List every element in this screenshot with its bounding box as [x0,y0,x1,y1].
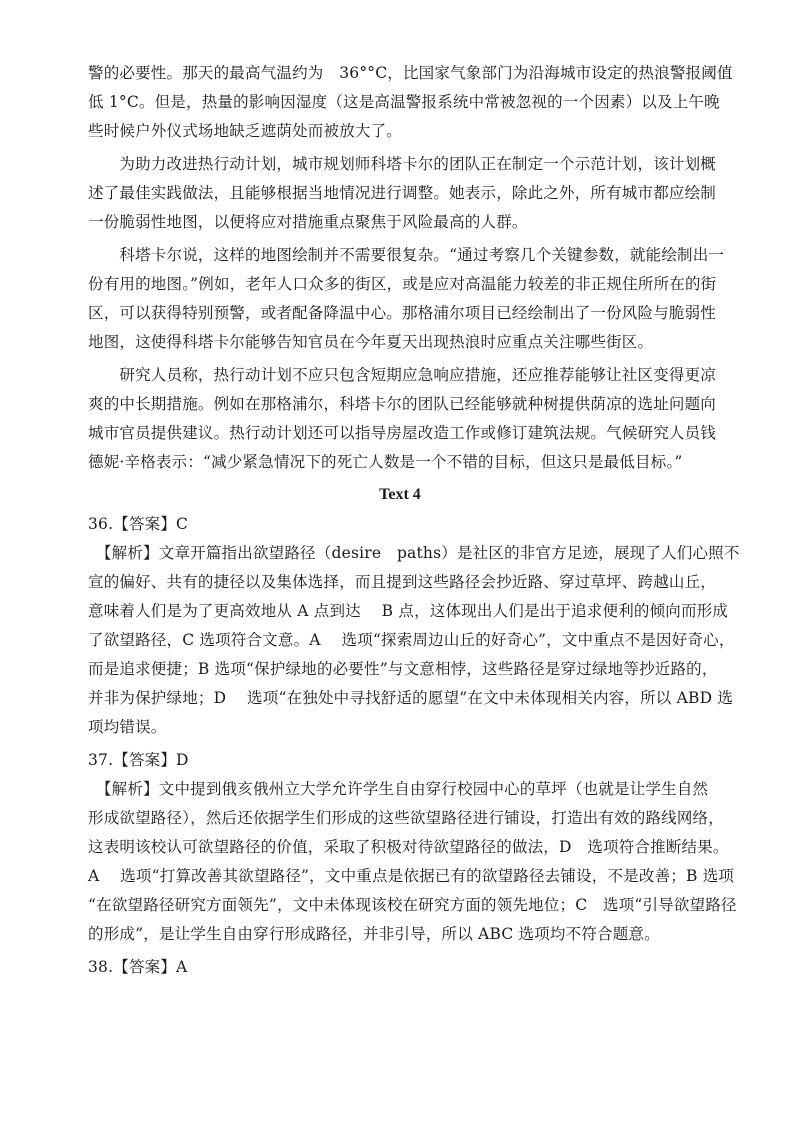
analysis-line: 项均错误。 [88,718,167,736]
text-line: 爽的中长期措施。例如在那格浦尔，科塔卡尔的团队已经能够就种树提供荫凉的选址问题向 [88,395,717,413]
text-line: 研究人员称，热行动计划不应只包含短期应急响应措施，还应推荐能够让社区变得更凉 [88,366,717,384]
text-line: 警的必要性。那天的最高气温约为 36°°C，比国家气象部门为沿海城市设定的热浪警报阈值 [88,64,733,82]
text-line: 科塔卡尔说，这样的地图绘制并不需要很复杂。“通过考察几个关键参数，就能绘制出一 [88,246,725,264]
text-line: 地图，这使得科塔卡尔能够告知官员在今年夏天出现热浪时应重点关注哪些街区。 [88,333,654,351]
text-line: 城市官员提供建议。热行动计划还可以指导房屋改造工作或修订建筑法规。气候研究人员钱 [88,424,717,442]
text-line: 低 1°C。但是，热量的影响因湿度（这是高温警报系统中常被忽视的一个因素）以及上午晚 [88,93,720,111]
analysis-line: 了欲望路径，C 选项符合文意。A 选项“探索周边山丘的好奇心”，文中重点不是因好奇心， [88,631,735,649]
answer-line: 37.【答案】D [88,751,189,769]
answer-line: 38.【答案】A [88,958,188,976]
analysis-line: “在欲望路径研究方面领先”，文中未体现该校在研究方面的领先地位；C 选项“引导欲望路径 [88,896,737,914]
analysis-line: 的形成”，是让学生自由穿行形成路径，并非引导，所以 ABC 选项均不符合题意。 [88,925,660,943]
analysis-line: 形成欲望路径），然后还依据学生们形成的这些欲望路径进行铺设，打造出有效的路线网络， [88,809,724,827]
analysis-line: 宣的偏好、共有的捷径以及集体选择，而且提到这些路径会抄近路、穿过草坪、跨越山丘， [88,573,717,591]
text-line: 为助力改进热行动计划，城市规划师科塔卡尔的团队正在制定一个示范计划，该计划概 [88,155,717,173]
analysis-line: 意味着人们是为了更高效地从 A 点到达 B 点，这体现出人们是出于追求便利的倾向而形成 [88,602,729,620]
analysis-line: 【解析】文中提到俄亥俄州立大学允许学生自由穿行校园中心的草坪（也就是让学生自然 [88,780,709,798]
text-line: 份有用的地图。”例如，老年人口众多的街区，或是应对高温能力较差的非正规住所所在的街 [88,275,717,293]
text-line: 一份脆弱性地图，以便将应对措施重点聚焦于风险最高的人群。 [88,213,528,231]
analysis-line: 【解析】文章开篇指出欲望路径（desire paths）是社区的非官方足迹，展现了人们心照不 [88,544,740,562]
section-heading: Text 4 [379,486,421,503]
text-line: 述了最佳实践做法，且能够根据当地情况进行调整。她表示，除此之外，所有城市都应绘制 [88,184,717,202]
analysis-line: 并非为保护绿地；D 选项“在独处中寻找舒适的愿望”在文中未体现相关内容，所以 ABD 选 [88,689,734,707]
text-line: 些时候户外仪式场地缺乏遮荫处而被放大了。 [88,122,403,140]
text-line: 德妮·辛格表示：“减少紧急情况下的死亡人数是一个不错的目标，但这只是最低目标。” [88,453,683,471]
answer-line: 36.【答案】C [88,515,189,533]
analysis-line: 这表明该校认可欲望路径的价值，采取了积极对待欲望路径的做法，D 选项符合推断结果。 [88,838,729,856]
text-line: 区，可以获得特别预警，或者配备降温中心。那格浦尔项目已经绘制出了一份风险与脆弱性 [88,304,717,322]
analysis-line: 而是追求便捷；B 选项“保护绿地的必要性”与文意相悖，这些路径是穿过绿地等抄近路的， [88,660,718,678]
analysis-line: A 选项“打算改善其欲望路径”，文中重点是依据已有的欲望路径去铺设，不是改善；B 选项 [88,867,735,885]
